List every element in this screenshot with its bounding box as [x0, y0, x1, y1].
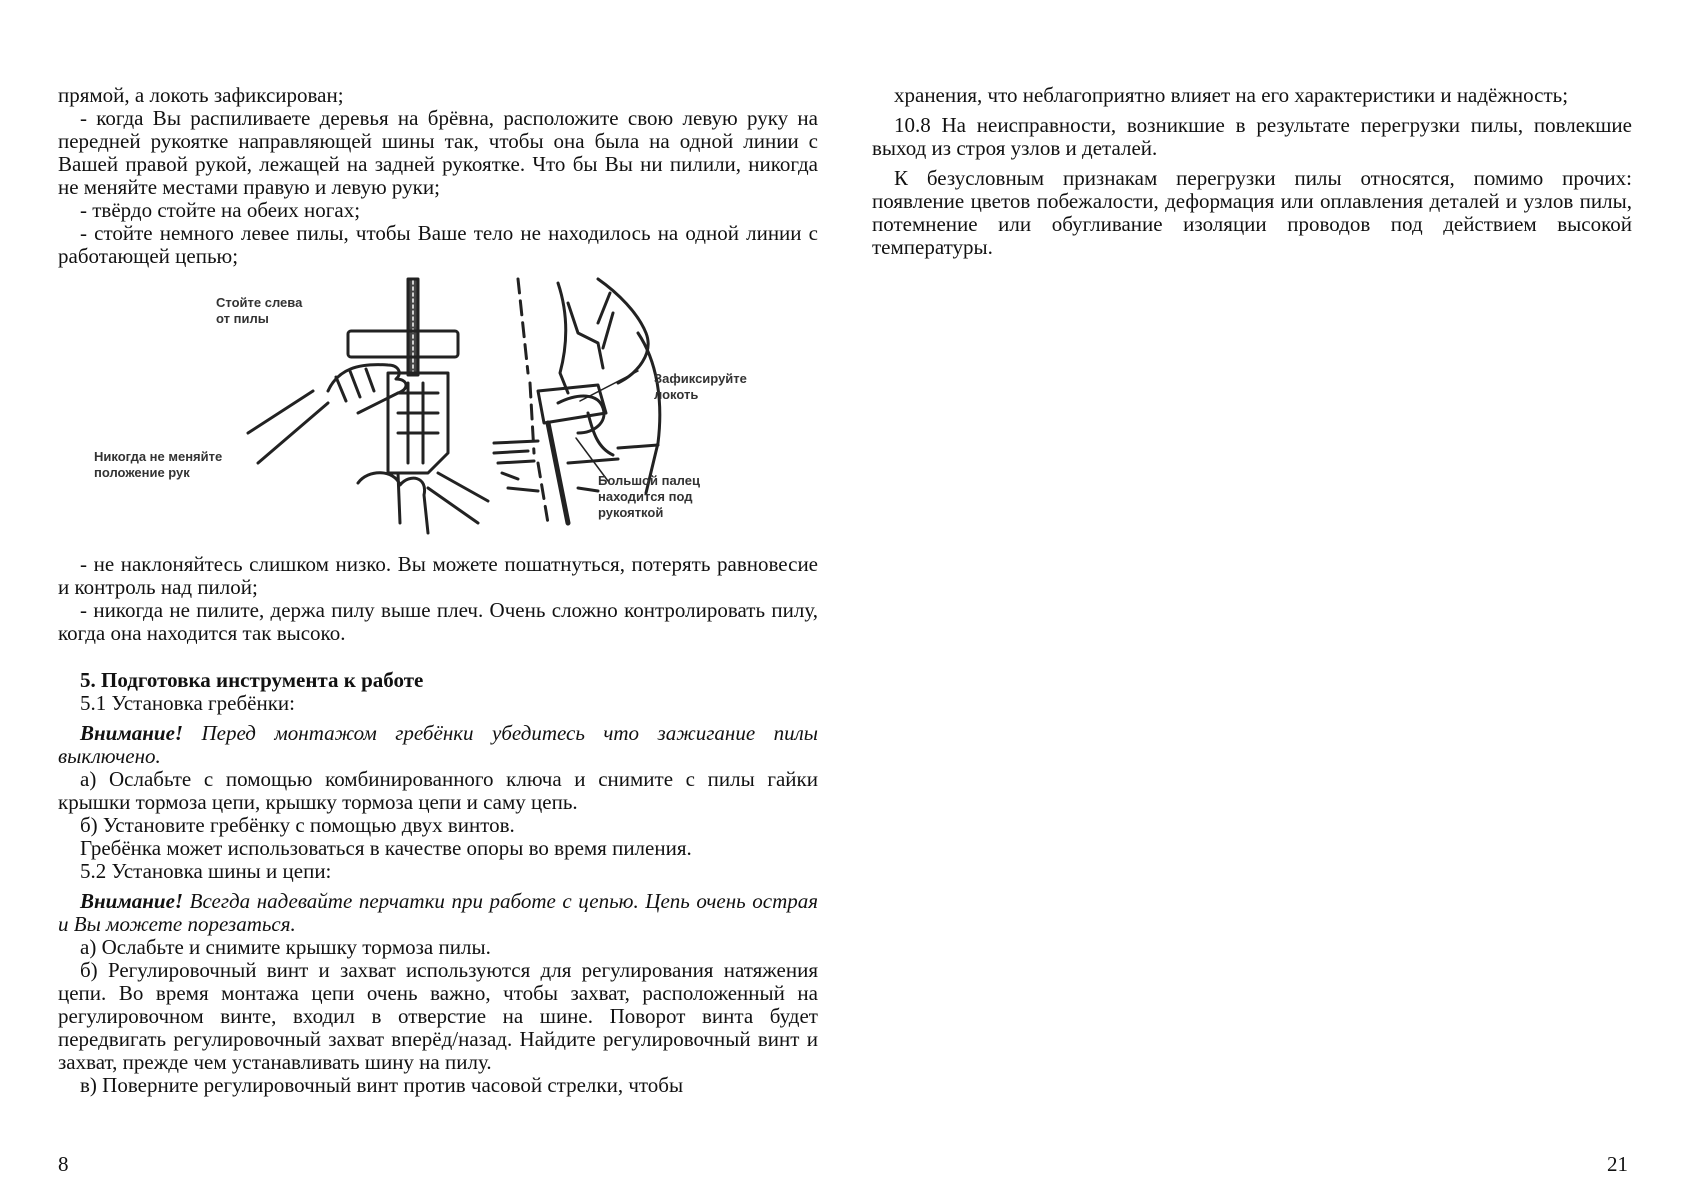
paragraph: - стойте немного левее пилы, чтобы Ваше тело не находилось на одной линии с работающей цепью;: [58, 221, 818, 268]
caption-elbow: Зафиксируйте локоть: [654, 371, 747, 402]
paragraph: Гребёнка может использоваться в качестве опоры во время пиления.: [80, 836, 692, 860]
paragraph: - когда Вы распиливаете деревья на брёвна, расположите свою левую руку на передней рукоятке направляющей шины так, чтобы она была на одной линии с Вашей правой рукой, лежащей на задней рукоятке. Что бы Вы ни пилили, никогда не меняйте местами правую и левую руки;: [58, 106, 818, 199]
section-title: 5. Подготовка инструмента к работе: [80, 668, 424, 692]
left-text-column: [58, 84, 818, 1097]
warning-text: Всегда надевайте перчатки при работе с цепью. Цепь очень острая и Вы можете порезаться.: [58, 889, 818, 936]
subsection-title: 5.1 Установка гребёнки:: [80, 691, 295, 715]
paragraph: а) Ослабьте с помощью комбинированного ключа и снимите с пилы гайки крышки тормоза цепи, крышку тормоза цепи и саму цепь.: [58, 767, 818, 814]
paragraph: 10.8 На неисправности, возникшие в результате перегрузки пилы, повлекшие выход из строя узлов и деталей.: [872, 113, 1632, 160]
right-text-column: [872, 84, 1632, 259]
caption-hands: Никогда не меняйте положение рук: [94, 449, 223, 480]
paragraph: прямой, а локоть зафиксирован;: [58, 83, 344, 107]
warning-text: Перед монтажом гребёнки убедитесь что зажигание пилы выключено.: [58, 721, 818, 768]
caption-stand-left: Стойте слева от пилы: [216, 295, 303, 326]
paragraph: б) Установите гребёнку с помощью двух винтов.: [80, 813, 515, 837]
subsection-title: 5.2 Установка шины и цепи:: [80, 859, 332, 883]
page-number: 8: [58, 1152, 69, 1176]
paragraph: б) Регулировочный винт и захват используются для регулирования натяжения цепи. Во время монтажа цепи очень важно, чтобы захват, расположенный на регулировочном винте, входил в отверстие на шине. Поворот винта будет передвигать регулировочный захват вперёд/назад. Найдите регулировочный винт и захват, прежде чем устанавливать шину на пилу.: [58, 958, 818, 1074]
paragraph: в) Поверните регулировочный винт против часовой стрелки, чтобы: [80, 1073, 684, 1097]
paragraph: К безусловным признакам перегрузки пилы относятся, помимо прочих: появление цветов побежалости, деформация или оплавления деталей и узлов пилы, потемнение или обугливание изоляции проводов под действием высокой температуры.: [872, 166, 1632, 259]
warning-label: Внимание!: [80, 721, 184, 745]
warning-label: Внимание!: [80, 889, 184, 913]
paragraph: а) Ослабьте и снимите крышку тормоза пилы.: [80, 935, 491, 959]
warning-note: [58, 890, 818, 936]
chainsaw-posture-figure: [58, 273, 818, 545]
paragraph: - не наклоняйтесь слишком низко. Вы можете пошатнуться, потерять равновесие и контроль над пилой;: [58, 552, 818, 599]
paragraph: - твёрдо стойте на обеих ногах;: [80, 198, 361, 222]
warning-note: [58, 722, 818, 768]
caption-thumb: Большой палец находится под рукояткой: [598, 473, 700, 520]
page-number: 21: [1607, 1152, 1628, 1176]
right-page: [842, 0, 1684, 1190]
paragraph: хранения, что неблагоприятно влияет на его характеристики и надёжность;: [894, 83, 1569, 107]
paragraph: - никогда не пилите, держа пилу выше плеч. Очень сложно контролировать пилу, когда она находится так высоко.: [58, 598, 818, 645]
